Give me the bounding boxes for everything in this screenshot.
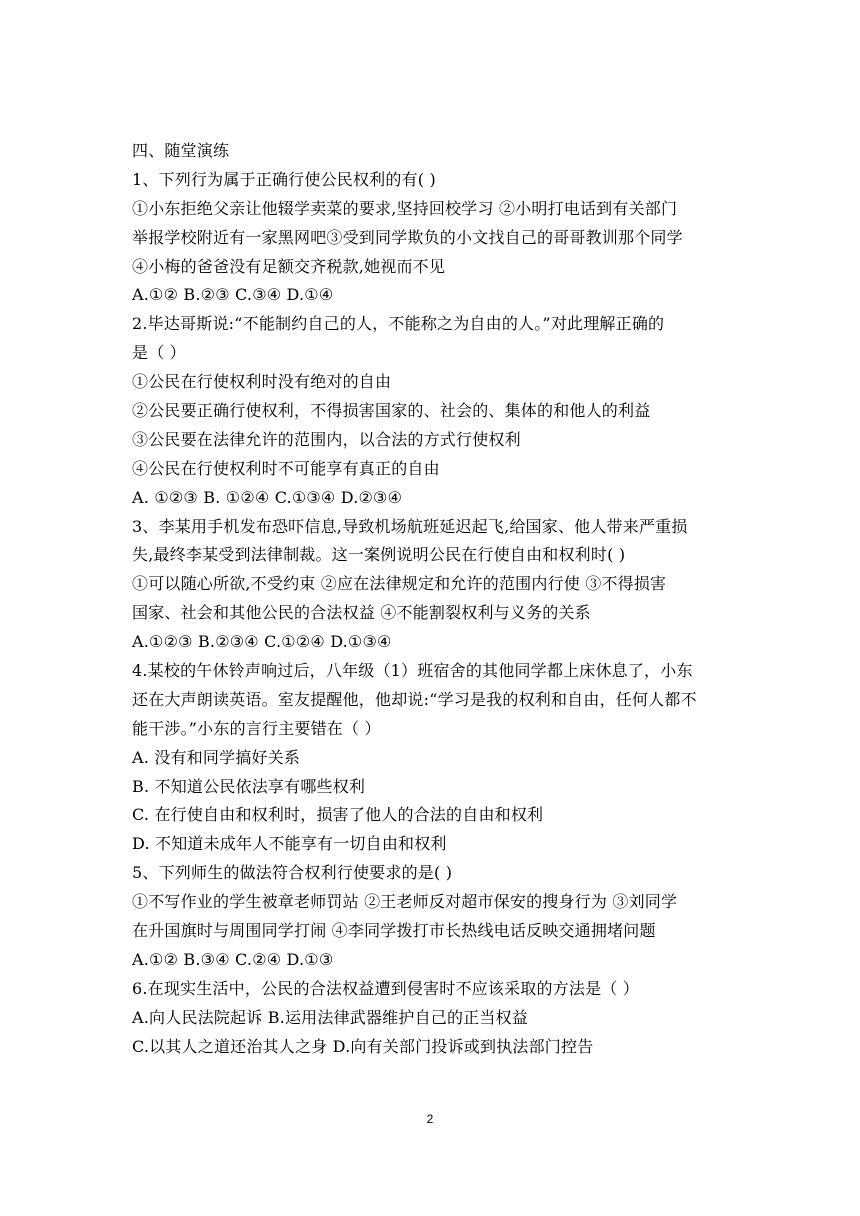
question-2-option-line: ②公民要正确行使权利，不得损害国家的、社会的、集体的和他人的利益 xyxy=(132,401,651,421)
question-3-stem: 3、李某用手机发布恐吓信息,导致机场航班延迟起飞,给国家、他人带来严重损 xyxy=(132,516,688,536)
question-2-stem-cont: 是（ ） xyxy=(132,343,186,363)
question-5-option-line: ①不写作业的学生被章老师罚站 ②王老师反对超市保安的搜身行为 ③刘同学 xyxy=(132,892,678,912)
question-1-stem: 1、下列行为属于正确行使公民权利的有( ) xyxy=(132,169,436,189)
page-number: 2 xyxy=(426,1112,434,1126)
question-1-option-line: 举报学校附近有一家黑网吧③受到同学欺负的小文找自己的哥哥教训那个同学 xyxy=(132,227,683,247)
question-4-stem-cont: 还在大声朗读英语。室友提醒他，他却说:“学习是我的权利和自由，任何人都不 xyxy=(132,689,697,709)
question-4-stem: 4.某校的午休铃声响过后，八年级（1）班宿舍的其他同学都上床休息了，小东 xyxy=(132,661,693,681)
question-5-stem: 5、下列师生的做法符合权利行使要求的是( ) xyxy=(132,863,453,883)
question-4-answer-d: D. 不知道未成年人不能享有一切自由和权利 xyxy=(132,834,447,854)
question-5-option-line: 在升国旗时与周围同学打闹 ④李同学拨打市长热线电话反映交通拥堵问题 xyxy=(132,921,656,941)
question-2-option-line: ①公民在行使权利时没有绝对的自由 xyxy=(132,372,392,392)
question-6-answers-cd: C.以其人之道还治其人之身 D.向有关部门投诉或到执法部门控告 xyxy=(132,1036,594,1056)
question-4-stem-cont: 能干涉。”小东的言行主要错在（ ） xyxy=(132,718,381,738)
question-4-answer-b: B. 不知道公民依法享有哪些权利 xyxy=(132,776,366,796)
question-4-answer-a: A. 没有和同学搞好关系 xyxy=(132,747,301,767)
question-3-stem-cont: 失,最终李某受到法律制裁。这一案例说明公民在行使自由和权利时( ) xyxy=(132,545,626,565)
document-body xyxy=(132,137,792,1062)
question-6-stem: 6.在现实生活中，公民的合法权益遭到侵害时不应该采取的方法是（ ） xyxy=(132,978,639,998)
question-5-answers: A.①② B.③④ C.②④ D.①③ xyxy=(132,949,334,969)
question-2-option-line: ④公民在行使权利时不可能享有真正的自由 xyxy=(132,458,440,478)
question-3-answers: A.①②③ B.②③④ C.①②④ D.①③④ xyxy=(132,632,392,652)
question-2-option-line: ③公民要在法律允许的范围内，以合法的方式行使权利 xyxy=(132,429,521,449)
question-2-answers: A. ①②③ B. ①②④ C.①③④ D.②③④ xyxy=(132,487,403,507)
question-1-answers: A.①② B.②③ C.③④ D.①④ xyxy=(132,285,334,305)
question-1-option-line: ④小梅的爸爸没有足额交齐税款,她视而不见 xyxy=(132,256,446,276)
question-2-stem: 2.毕达哥斯说:“不能制约自己的人，不能称之为自由的人。”对此理解正确的 xyxy=(132,314,665,334)
question-6-answers-ab: A.向人民法院起诉 B.运用法律武器维护自己的正当权益 xyxy=(132,1007,528,1027)
question-1-option-line: ①小东拒绝父亲让他辍学卖菜的要求,坚持回校学习 ②小明打电话到有关部门 xyxy=(132,198,678,218)
question-4-answer-c: C. 在行使自由和权利时，损害了他人的合法的自由和权利 xyxy=(132,805,544,825)
section-title: 四、随堂演练 xyxy=(132,141,230,160)
question-3-option-line: ①可以随心所欲,不受约束 ②应在法律规定和允许的范围内行使 ③不得损害 xyxy=(132,574,667,594)
question-3-option-line: 国家、社会和其他公民的合法权益 ④不能割裂权利与义务的关系 xyxy=(132,603,591,623)
